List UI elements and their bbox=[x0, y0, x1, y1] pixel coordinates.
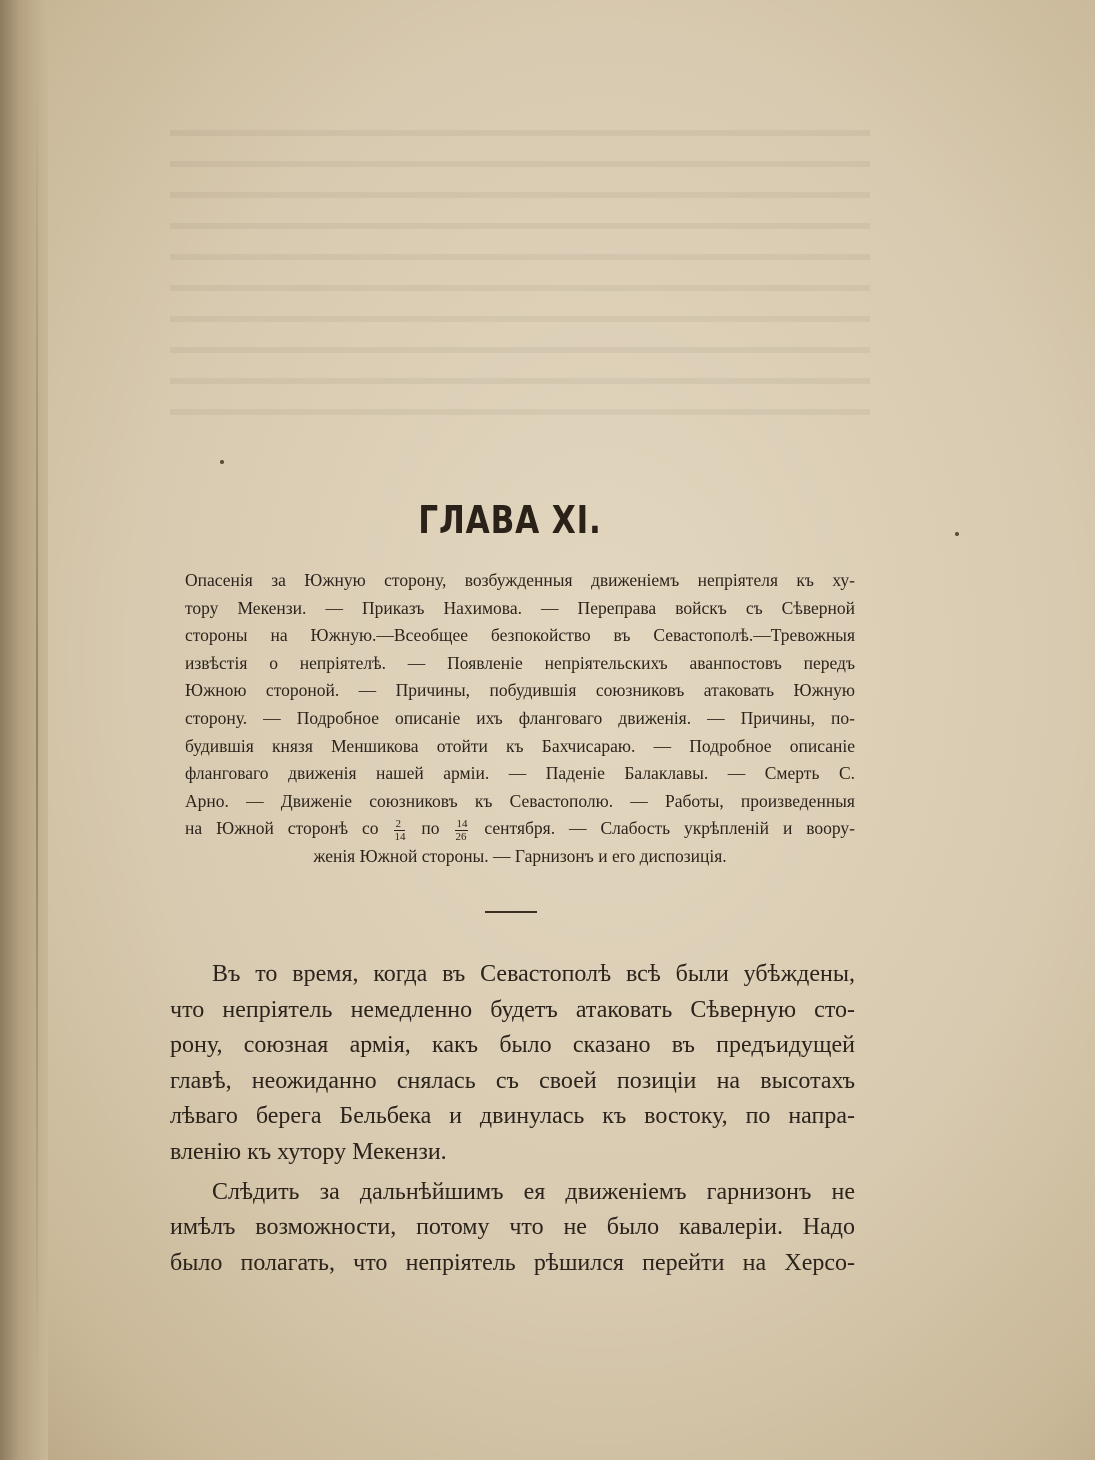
fraction-denominator: 26 bbox=[455, 830, 467, 843]
summary-line: Опасенія за Южную сторону, возбужденныя движеніемъ непріятеля къ ху- bbox=[185, 570, 855, 590]
fraction-numerator: 14 bbox=[456, 817, 468, 830]
paper-speck bbox=[220, 460, 224, 464]
show-through-text bbox=[170, 130, 870, 430]
chapter-summary bbox=[185, 567, 855, 871]
chapter-title: ГЛАВА XI. bbox=[418, 498, 602, 542]
summary-line: стороны на Южную.—Всеобщее безпокойство въ Севастополѣ.—Тревожныя bbox=[185, 625, 855, 646]
summary-text: на Южной сторонѣ со bbox=[185, 818, 379, 839]
summary-text: по bbox=[421, 818, 440, 839]
fraction-denominator: 14 bbox=[394, 830, 406, 843]
body-text bbox=[170, 957, 855, 1281]
section-divider bbox=[485, 911, 537, 913]
text-line: рону, союзная армія, какъ было сказано въ предъидущей bbox=[170, 1032, 855, 1059]
summary-line: тору Мекензи. — Приказъ Нахимова. — Переправа войскъ съ Сѣверной bbox=[185, 597, 855, 618]
text-line: Слѣдить за дальнѣйшимъ ея движеніемъ гарнизонъ не bbox=[212, 1178, 855, 1205]
text-line: Въ то время, когда въ Севастополѣ всѣ были убѣждены, bbox=[212, 961, 855, 987]
binding-shadow bbox=[36, 80, 38, 1380]
summary-line: Арно. — Движеніе союзниковъ къ Севастополю. — Работы, произведенныя bbox=[185, 790, 855, 811]
text-line: имѣлъ возможности, потому что не было кавалеріи. Надо bbox=[170, 1214, 855, 1241]
summary-line: извѣстія о непріятелѣ. — Появленіе непріятельскихъ аванпостовъ передъ bbox=[185, 652, 855, 673]
summary-line-dates bbox=[185, 815, 855, 843]
page-gutter bbox=[0, 0, 48, 1460]
summary-line: женія Южной стороны. — Гарнизонъ и его диспозиція. bbox=[313, 845, 727, 866]
text-line: что непріятель немедленно будетъ атаковать Сѣверную сто- bbox=[170, 996, 855, 1023]
paragraph bbox=[170, 957, 855, 1171]
text-line: лѣваго берега Бельбека и двинулась къ востоку, по напра- bbox=[170, 1103, 855, 1130]
summary-line: Южною стороной. — Причины, побудившія союзниковъ атаковать Южную bbox=[185, 680, 855, 701]
summary-text: сентября. — Слабость укрѣпленій и воору- bbox=[484, 818, 855, 839]
summary-line: будившія князя Меншикова отойти къ Бахчисараю. — Подробное описаніе bbox=[185, 735, 855, 756]
date-fraction bbox=[394, 818, 405, 843]
summary-line: фланговаго движенія нашей арміи. — Паденіе Балаклавы. — Смерть С. bbox=[185, 763, 855, 784]
date-fraction bbox=[455, 818, 468, 843]
text-line: было полагать, что непріятель рѣшился перейти на Херсо- bbox=[170, 1249, 855, 1276]
paper-speck bbox=[955, 532, 959, 536]
paragraph bbox=[170, 1175, 855, 1282]
text-line: главѣ, неожиданно снялась съ своей позиціи на высотахъ bbox=[170, 1067, 855, 1094]
text-line: вленію къ хутору Мекензи. bbox=[170, 1138, 447, 1165]
summary-line: сторону. — Подробное описаніе ихъ фланговаго движенія. — Причины, по- bbox=[185, 707, 855, 728]
fraction-numerator: 2 bbox=[394, 818, 405, 831]
